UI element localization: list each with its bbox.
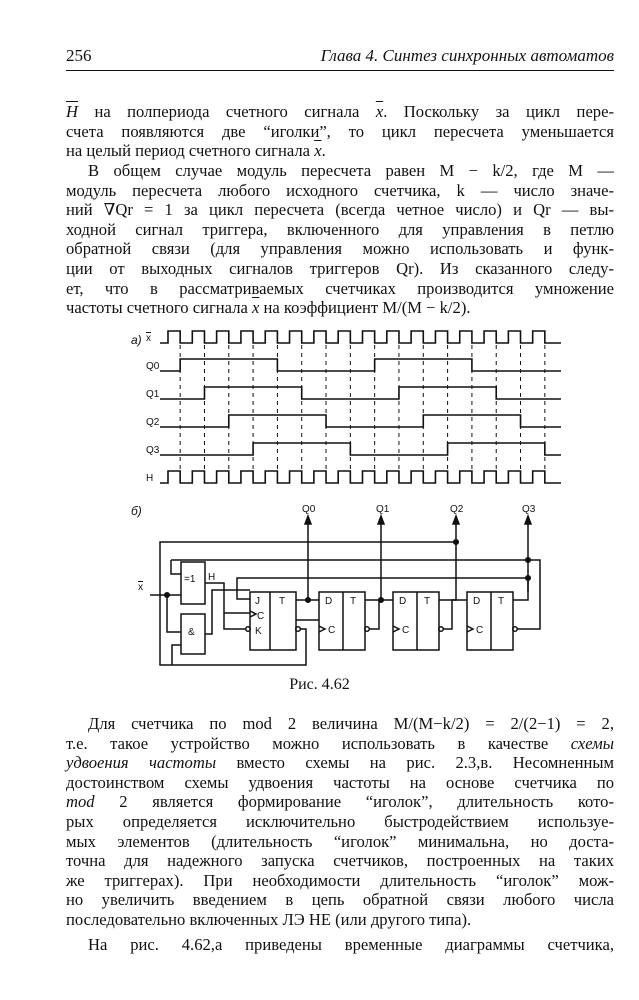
text-line: обратной связи (для управления можно использовать и функ-: [66, 239, 614, 259]
output-q1: Q1: [376, 504, 390, 515]
input-x: x: [138, 582, 143, 593]
xor-label: =1: [184, 574, 196, 585]
d1-c: C: [328, 625, 336, 636]
text-line: мых элементов (длительность “иголок” минимальна, но доста-: [66, 831, 614, 851]
wave-x: [160, 331, 561, 343]
text-line: mod 2 является формирование “иголок”, длительность кото-: [66, 792, 614, 812]
wave-q0: [160, 359, 561, 371]
label-b: б): [131, 504, 142, 518]
signal-label: Q0: [146, 361, 160, 372]
text-line: Для счетчика по mod 2 величина M/(M−k/2) = 2/(2−1) = 2,: [88, 714, 614, 733]
text-line: На рис. 4.62,а приведены временные диаграммы счетчика,: [88, 935, 614, 954]
label-a: а): [131, 333, 142, 347]
figure-caption: Рис. 4.62: [289, 676, 350, 693]
schematic-text: [131, 504, 536, 638]
signal-labels: [131, 333, 160, 484]
text-line: последовательно включенных ЛЭ НЕ (или другого типа).: [66, 909, 472, 929]
text-line: же триггерах). При необходимости длительность “иголок” мож-: [66, 870, 614, 890]
text-line: модуль пересчета любого исходного счетчика, k — число значе-: [66, 180, 614, 200]
d1-d: D: [325, 596, 333, 607]
text-line: $\overline{H}$ на полпериода счетного сигнала $\overline{x}$. Поскольку за цикл пере-: [66, 102, 614, 121]
text-line: ходной сигнал триггера, включенного для управления в петлю: [66, 219, 614, 239]
text-line: рых определяется исключительно быстродействием используе-: [66, 811, 614, 831]
text-line: ет, что в рассматриваемых счетчиках производится умножение: [66, 278, 614, 298]
d3-t: T: [498, 596, 505, 607]
text-line: на целый период счетного сигнала $\overline{x}$.: [66, 141, 326, 161]
signal-label: Q3: [146, 445, 160, 456]
signal-label: H: [146, 473, 154, 484]
paragraph-3: [66, 714, 614, 930]
text-line: В общем случае модуль пересчета равен M − k/2, где M —: [88, 161, 614, 180]
jk-j: J: [255, 596, 260, 607]
jk-k: K: [255, 626, 262, 637]
chapter-title: Глава 4. Синтез синхронных автоматов: [320, 46, 614, 65]
wave-q1: [160, 387, 561, 399]
signal-label: x: [146, 333, 151, 344]
text-line: но увеличить введением в цепь обратной связи любого числа: [66, 890, 614, 910]
h-label: H: [208, 572, 216, 583]
text-line: частоты счетного сигнала $\overline{x}$ на коэффициент M/(M − k/2).: [66, 298, 471, 318]
d2-t: T: [424, 596, 431, 607]
text-line: достоинством схемы удвоения частоты на основе счетчика по: [66, 772, 614, 792]
wave-h: [160, 471, 561, 483]
counter-schematic: [150, 516, 540, 665]
text-line: удвоения частоты вместо схемы на рис. 2.3,в. Несомненным: [66, 753, 614, 773]
jk-t: T: [279, 596, 286, 607]
output-q2: Q2: [450, 504, 464, 515]
text-line: ний ∇Qr = 1 за цикл пересчета (всегда четное число) и Qr — вы-: [66, 200, 614, 220]
timing-diagram: [160, 331, 561, 483]
signal-label: Q1: [146, 389, 160, 400]
page-number: 256: [66, 46, 92, 65]
d1-t: T: [350, 596, 357, 607]
d3-c: C: [476, 625, 484, 636]
output-q3: Q3: [522, 504, 536, 515]
d2-d: D: [399, 596, 407, 607]
text-line: т.е. такое устройство можно использовать в качестве схемы: [66, 733, 614, 753]
signal-label: Q2: [146, 417, 160, 428]
wave-q3: [160, 443, 561, 455]
paragraph-4: [66, 935, 614, 955]
wave-q2: [160, 415, 561, 427]
d2-c: C: [402, 625, 410, 636]
and-label: &: [188, 627, 195, 638]
d3-d: D: [473, 596, 481, 607]
jk-c: C: [257, 611, 265, 622]
text-line: ции от выходных сигналов триггеров Qr). Из сказанного следу-: [66, 258, 614, 278]
text-line: точна для надежного запуска счетчиков, построенных на таких: [66, 851, 614, 871]
text-line: счета появляются две “иголки”, то цикл пересчета уменьшается: [66, 121, 614, 141]
output-q0: Q0: [302, 504, 316, 515]
